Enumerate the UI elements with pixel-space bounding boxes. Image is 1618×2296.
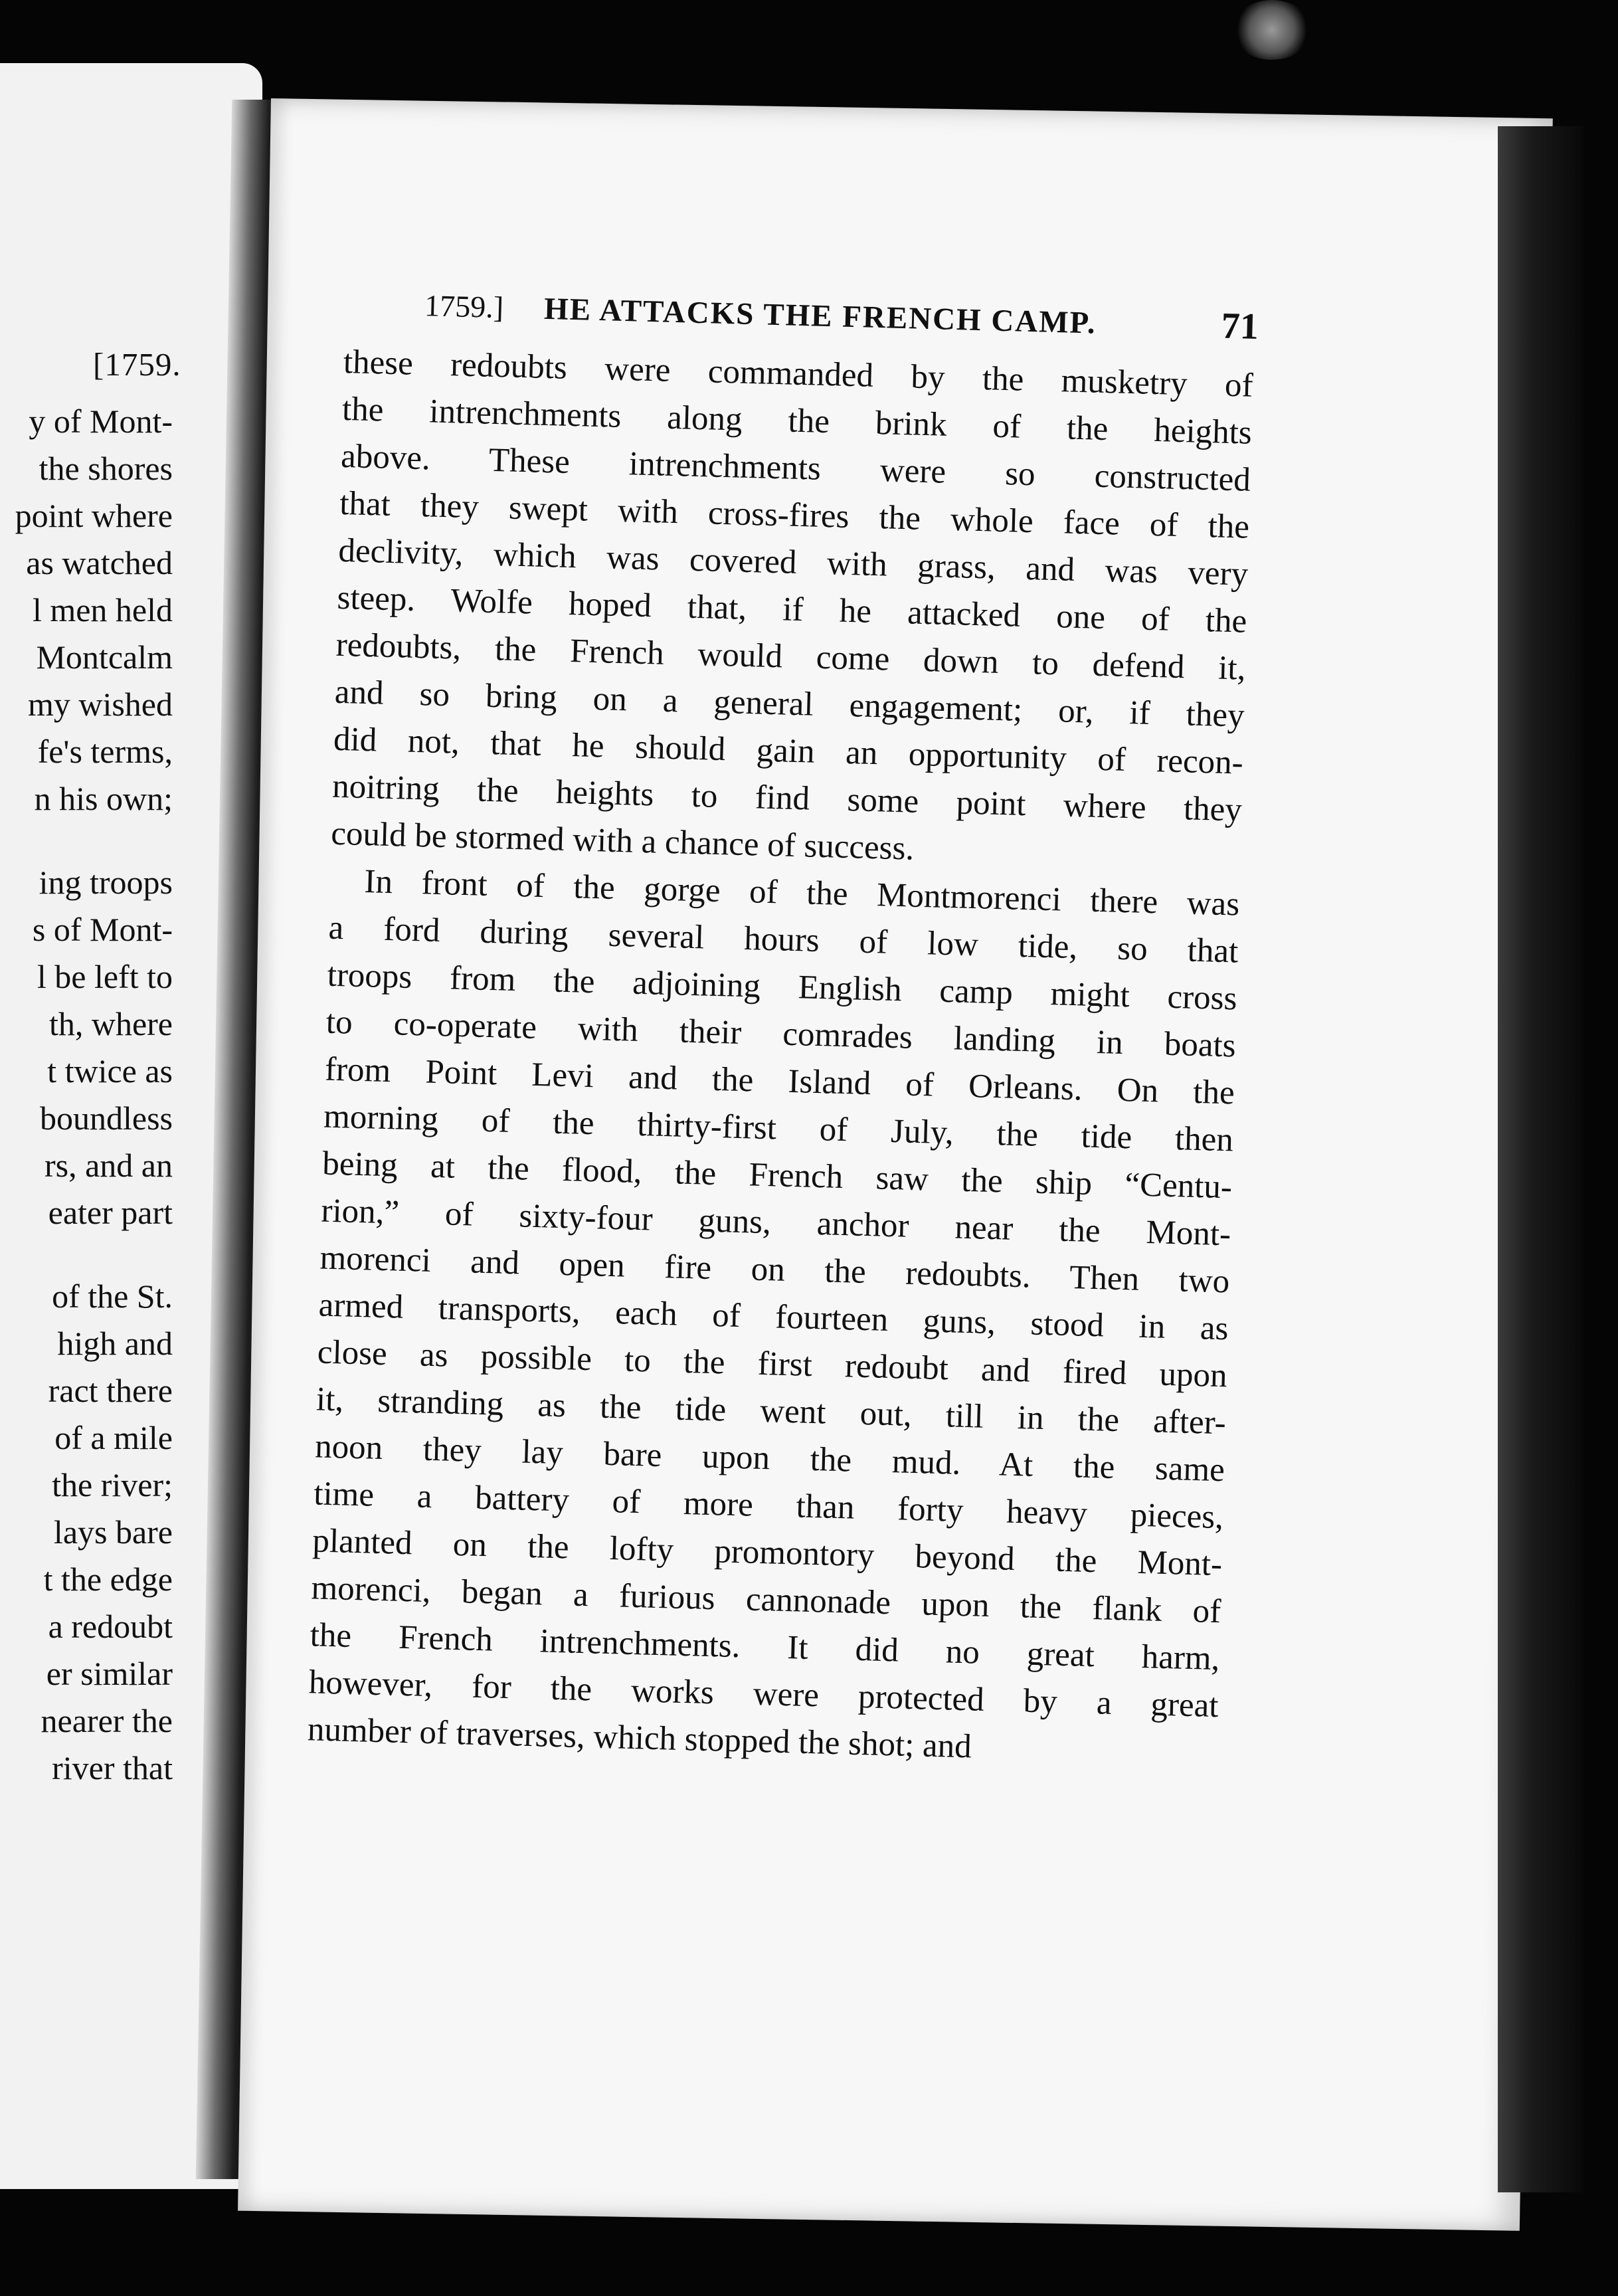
body-line: time a battery of more than forty heavy pieces, [313, 1475, 1224, 1537]
body-line: redoubts, the French would come down to defend it, [335, 626, 1247, 688]
body-line: planted on the lofty promontory beyond the Mont- [312, 1522, 1223, 1584]
left-page-line: the shores [39, 450, 173, 487]
left-page-line: river that [52, 1749, 173, 1786]
left-page-line: t the edge [43, 1561, 173, 1598]
left-page-line: boundless [40, 1100, 173, 1137]
left-page-line: lays bare [53, 1513, 173, 1551]
left-page-line: rs, and an [45, 1147, 173, 1184]
left-page-line: high and [57, 1325, 173, 1362]
body-line: these redoubts were commanded by the musketry of [343, 343, 1254, 405]
running-head-title: HE ATTACKS THE FRENCH CAMP. [543, 291, 1097, 341]
left-page-line: n his own; [34, 780, 173, 817]
right-page-text [307, 286, 1259, 1777]
left-page-line: ract there [48, 1372, 173, 1409]
body-line: steep. Wolfe hoped that, if he attacked one of the [336, 579, 1247, 640]
body-line: armed transports, each of fourteen guns, stood in as [318, 1286, 1229, 1348]
page-number: 71 [1221, 305, 1259, 347]
body-line: however, for the works were protected by a great [308, 1664, 1219, 1725]
left-page-line: nearer the [41, 1702, 173, 1739]
body-line: a ford during several hours of low tide, so that [327, 909, 1239, 971]
body-line: number of traverses, which stopped the shot; and [307, 1711, 972, 1766]
left-page-line: l men held [32, 591, 173, 628]
body-line: that they swept with cross-fires the whole face of the [339, 484, 1250, 546]
body-line: declivity, which was covered with grass, and was very [337, 531, 1249, 593]
left-page-line: s of Mont- [32, 911, 173, 948]
left-page-line: my wished [27, 686, 173, 723]
left-page-line: er similar [46, 1655, 173, 1692]
left-page-line: fe's terms, [37, 733, 173, 770]
left-page-line: t twice as [47, 1052, 173, 1090]
body-line: to co-operate with their comrades landing in boats [325, 1003, 1237, 1065]
body-line: the intrenchments along the brink of the heights [341, 390, 1253, 452]
left-page-line: y of Mont- [29, 403, 173, 440]
body-line: noitring the heights to find some point where they [331, 767, 1243, 829]
left-page-line: th, where [48, 1005, 173, 1042]
body-line: morenci and open fire on the redoubts. Then two [319, 1239, 1230, 1301]
body-line: and so bring on a general engagement; or, if they [334, 673, 1245, 735]
left-page-line: ing troops [39, 864, 173, 901]
left-page-line: of a mile [54, 1419, 173, 1456]
running-head-date: 1759.] [424, 288, 504, 325]
body-line: troops from the adjoining English camp might cross [327, 956, 1238, 1018]
left-page-line: point where [15, 497, 173, 534]
left-page-line: l be left to [37, 958, 173, 995]
left-page-line: the river; [52, 1466, 173, 1503]
body-line: rion,” of sixty-four guns, anchor near the Mont- [320, 1192, 1231, 1254]
body-line: morning of the thirty-first of July, the tide then [323, 1098, 1234, 1159]
body-line: morenci, began a furious cannonade upon the flank of [310, 1569, 1221, 1631]
body-line: the French intrenchments. It did no great harm, [310, 1616, 1221, 1678]
left-page-line: as watched [26, 544, 173, 581]
book-edge [1498, 126, 1584, 2192]
body-line: close as possible to the first redoubt and fired upon [317, 1333, 1228, 1395]
body-line: it, stranding as the tide went out, till in the after- [315, 1381, 1227, 1442]
body-line: being at the flood, the French saw the ship “Centu- [321, 1145, 1233, 1206]
body-line: did not, that he should gain an opportunity of recon- [333, 720, 1244, 782]
left-page-line: of the St. [52, 1278, 173, 1315]
body-text [307, 339, 1253, 1777]
body-line: could be stormed with a chance of success. [330, 814, 915, 868]
left-page-line: eater part [48, 1194, 173, 1231]
left-page-header: [1759. [93, 346, 181, 383]
left-page-line: a redoubt [48, 1608, 173, 1645]
body-line: noon they lay bare upon the mud. At the same [314, 1428, 1225, 1489]
body-line: In front of the gorge of the Montmorenci there was [363, 863, 1240, 923]
scan-smudge [1232, 0, 1312, 60]
left-page-line: Montcalm [36, 638, 173, 676]
body-line: above. These intrenchments were so constructed [340, 437, 1251, 499]
body-line: from Point Levi and the Island of Orleans. On the [324, 1050, 1235, 1112]
